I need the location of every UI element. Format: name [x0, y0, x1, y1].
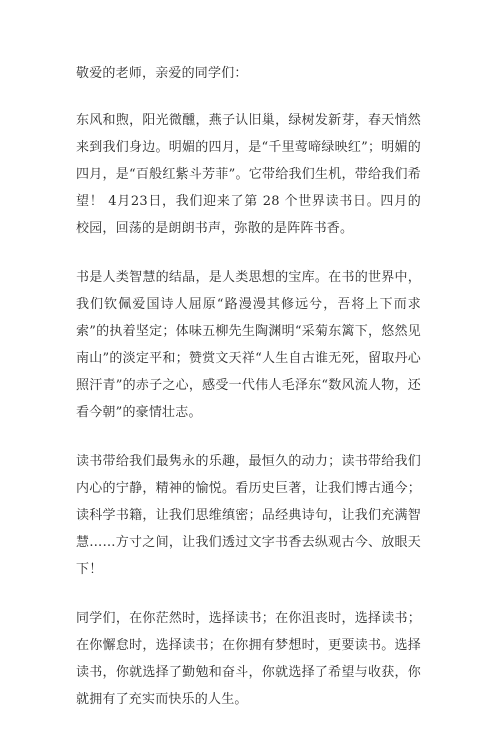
- paragraph-2: 书是人类智慧的结晶，是人类思想的宝库。在书的世界中，我们钦佩爱国诗人屈原“路漫漫其修远兮，吾将上下而求索”的执着坚定；体味五柳先生陶渊明“采菊东篱下，悠然见南山”的淡定平和；赞赏文天祥“人生自古谁无死，留取丹心照汗青”的赤子之心，感受一代伟人毛泽东“数风流人物，还看今朝”的豪情壮志。: [76, 270, 421, 420]
- greeting: 敬爱的老师，亲爱的同学们：: [76, 66, 248, 81]
- speech-text: [76, 60, 421, 735]
- paragraph-3: 读书带给我们最隽永的乐趣，最恒久的动力；读书带给我们内心的宁静，精神的愉悦。看历史巨著，让我们博古通今；读科学书籍，让我们思维缜密；品经典诗句，让我们充满智慧……方寸之间，让我们透过文字书香去纵观古今、放眼天下！: [76, 454, 421, 577]
- paragraph-4: 同学们，在你茫然时，选择读书；在你沮丧时，选择读书；在你懈怠时，选择读书；在你拥有梦想时，更要读书。选择读书，你就选择了勤勉和奋斗，你就选择了希望与收获，你就拥有了充实而快乐的人生。: [76, 611, 421, 707]
- paragraph-1: 东风和煦，阳光微醺，燕子认旧巢，绿树发新芽，春天悄然来到我们身边。明媚的四月，是“千里莺啼绿映红”；明媚的四月，是“百般红紫斗芳菲”。它带给我们生机，带给我们希望！ 4月23日，我们迎来了第 28 个世界读书日。四月的校园，回荡的是朗朗书声，弥散的是阵阵书香。: [76, 113, 421, 236]
